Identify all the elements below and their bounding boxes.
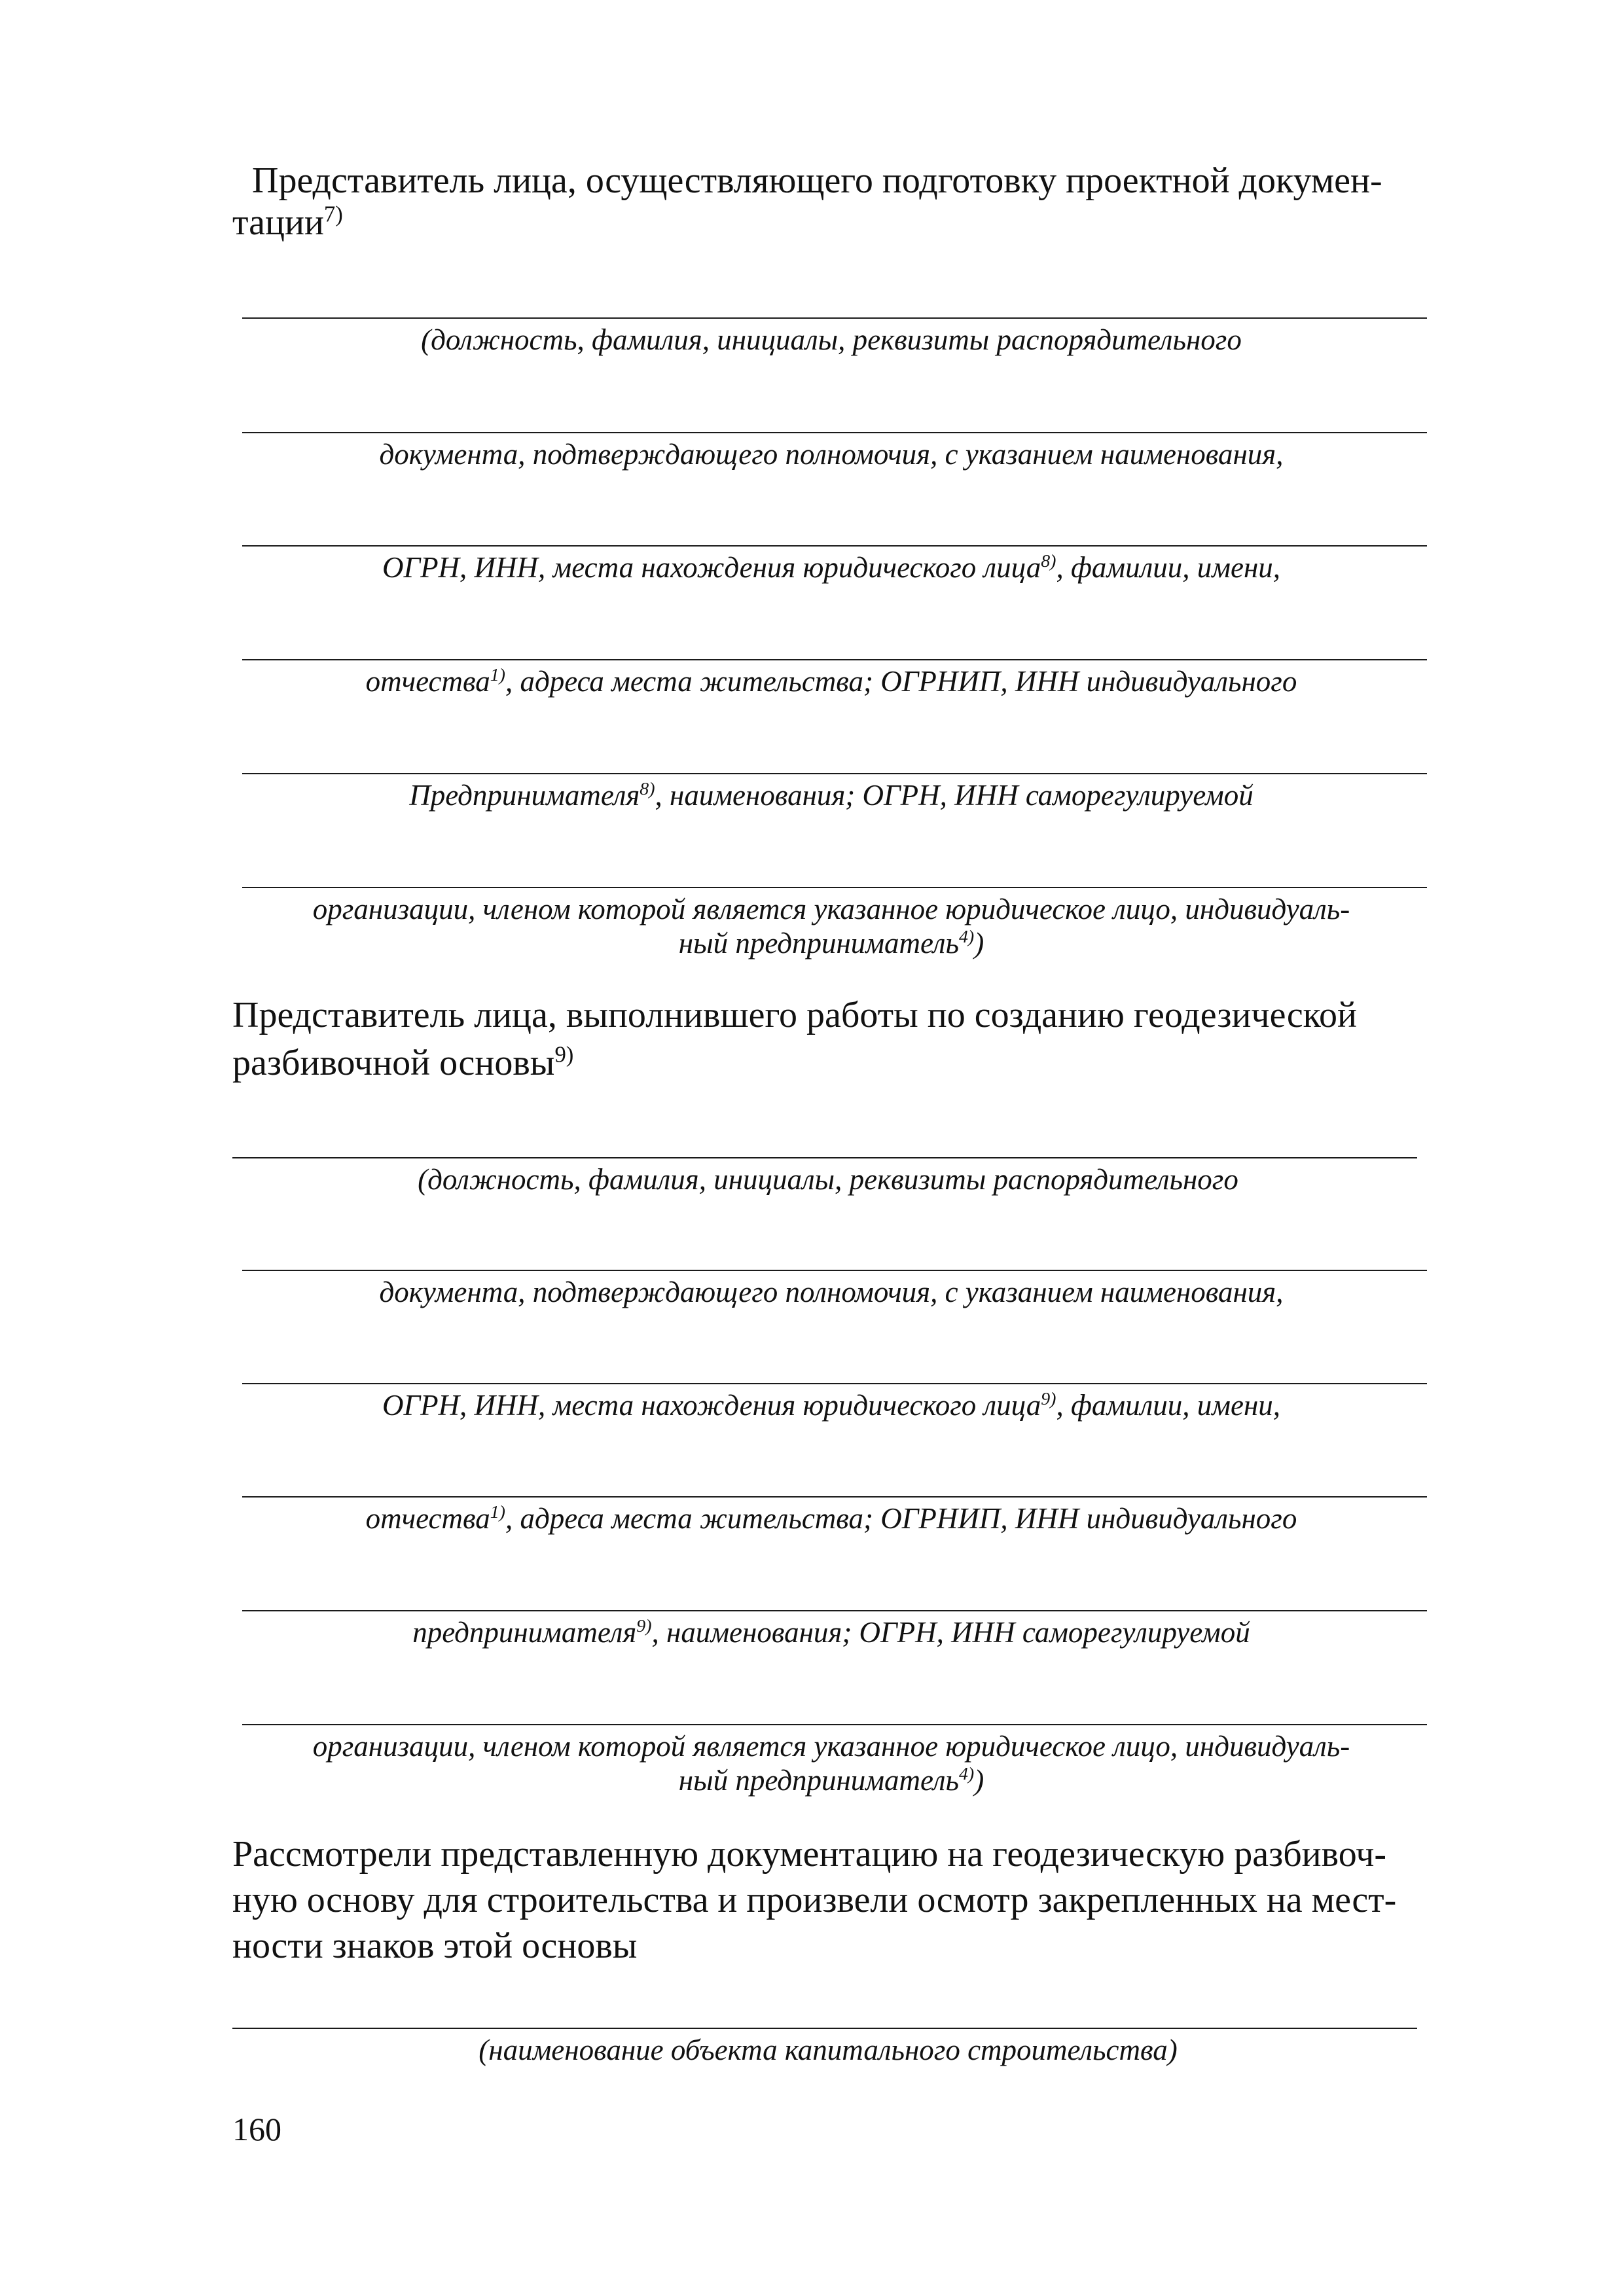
caption-text: , фамилии, имени,	[1056, 551, 1281, 584]
caption-text: , адреса места жительства; ОГРНИП, ИНН индивидуального	[505, 665, 1297, 698]
caption-text: )	[974, 927, 984, 960]
caption-text: , фамилии, имени,	[1056, 1389, 1281, 1422]
caption-text: , наименования; ОГРН, ИНН саморегулируемой	[651, 1616, 1250, 1649]
caption-entrepreneur	[236, 1615, 1427, 1649]
signature-line[interactable]	[232, 1157, 1417, 1158]
caption-text: Предпринимателя	[409, 779, 640, 812]
page-number: 160	[232, 2111, 281, 2147]
section1-heading-text: тации	[232, 202, 324, 243]
signature-line[interactable]	[242, 773, 1427, 774]
footnote-ref: 9)	[636, 1616, 652, 1636]
signature-line[interactable]	[242, 887, 1427, 888]
caption-ogrn	[236, 1388, 1427, 1422]
signature-line[interactable]	[242, 1610, 1427, 1611]
caption-text: предпринимателя	[412, 1616, 637, 1649]
caption-text: ОГРН, ИНН, места нахождения юридического лица	[382, 1389, 1041, 1422]
signature-line[interactable]	[242, 432, 1427, 433]
signature-line[interactable]	[242, 545, 1427, 547]
caption-text: отчества	[365, 1502, 490, 1535]
review-paragraph-line3: ности знаков этой основы	[232, 1926, 638, 1966]
signature-line[interactable]	[242, 317, 1427, 319]
caption-position-name: (должность, фамилия, инициалы, реквизиты распорядительного	[418, 1163, 1238, 1196]
caption-patronymic	[236, 1501, 1427, 1535]
signature-line[interactable]	[232, 2028, 1417, 2029]
caption-organization-line2	[236, 926, 1427, 960]
section2-heading-text: разбивочной основы	[232, 1043, 555, 1083]
signature-line[interactable]	[242, 1270, 1427, 1271]
signature-line[interactable]	[242, 1383, 1427, 1384]
footnote-ref: 7)	[323, 201, 343, 227]
section2-heading-line2	[232, 1041, 573, 1085]
footnote-ref: 1)	[490, 665, 505, 685]
caption-text: отчества	[365, 665, 490, 698]
caption-ogrn	[236, 550, 1427, 584]
caption-text: , наименования; ОГРН, ИНН саморегулируемой	[655, 779, 1254, 812]
caption-position-name: (должность, фамилия, инициалы, реквизиты распорядительного	[421, 323, 1242, 356]
caption-text: ОГРН, ИНН, места нахождения юридического лица	[382, 551, 1041, 584]
footnote-ref: 1)	[490, 1502, 505, 1522]
footnote-ref: 9)	[554, 1041, 574, 1067]
signature-line[interactable]	[242, 659, 1427, 660]
caption-text: ный предприниматель	[678, 1764, 959, 1797]
caption-text: , адреса места жительства; ОГРНИП, ИНН индивидуального	[505, 1502, 1297, 1535]
caption-organization-line1: организации, членом которой является указанное юридическое лицо, индивидуаль-	[312, 893, 1350, 925]
caption-organization-line2	[236, 1763, 1427, 1797]
footnote-ref: 4)	[958, 927, 975, 947]
caption-object-name: (наименование объекта капитального строительства)	[478, 2034, 1178, 2066]
footnote-ref: 9)	[1041, 1389, 1056, 1409]
footnote-ref: 4)	[958, 1764, 975, 1784]
caption-document: документа, подтверждающего полномочия, с указанием наименования,	[379, 438, 1284, 471]
caption-entrepreneur	[236, 778, 1427, 812]
caption-organization-line1: организации, членом которой является указанное юридическое лицо, индивидуаль-	[312, 1730, 1350, 1763]
caption-text: )	[974, 1764, 984, 1797]
caption-document: документа, подтверждающего полномочия, с указанием наименования,	[379, 1276, 1284, 1308]
caption-text: ный предприниматель	[678, 927, 959, 960]
signature-line[interactable]	[242, 1496, 1427, 1498]
section1-heading-line1: Представитель лица, осуществляющего подготовку проектной докумен-	[252, 160, 1382, 201]
footnote-ref: 8)	[640, 779, 655, 799]
footnote-ref: 8)	[1041, 551, 1056, 571]
review-paragraph-line2: ную основу для строительства и произвели осмотр закрепленных на мест-	[232, 1880, 1397, 1920]
section2-heading-line1: Представитель лица, выполнившего работы по созданию геодезической	[232, 995, 1358, 1035]
caption-patronymic	[236, 664, 1427, 698]
section1-heading-line2	[232, 200, 343, 245]
review-paragraph-line1: Рассмотрели представленную документацию на геодезическую разбивоч-	[232, 1834, 1387, 1874]
signature-line[interactable]	[242, 1724, 1427, 1725]
